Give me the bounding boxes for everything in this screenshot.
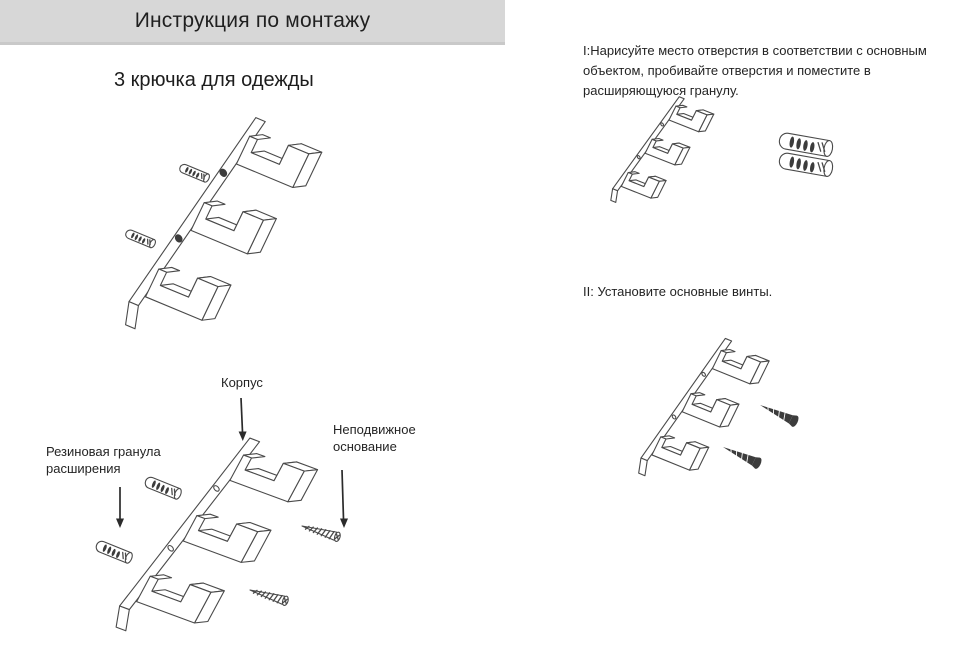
body-callout-arrow xyxy=(241,398,243,432)
expansion-plug xyxy=(144,476,183,500)
callout-fixed-base-label: Неподвижное основание xyxy=(333,422,416,454)
arrow-down-icon xyxy=(116,519,124,529)
arrow-down-icon xyxy=(340,519,348,529)
step-1-diagram xyxy=(600,88,850,208)
mounting-screw xyxy=(249,585,290,606)
arrow-down-icon xyxy=(239,432,247,442)
callout-body-label: Корпус xyxy=(221,375,263,390)
hook-rail-illustration xyxy=(611,97,714,203)
mounting-screw xyxy=(301,521,342,542)
base-callout-arrow xyxy=(342,470,344,519)
hook-rail-illustration xyxy=(126,118,322,329)
step-2-instruction: II: Установите основные винты. xyxy=(583,284,773,299)
step-1-instruction: I:Нарисуйте место отверстия в соответствии с основным объектом, пробивайте отверстия и поместите в расширяющуюся гранулу. xyxy=(583,43,927,98)
main-assembly-diagram xyxy=(105,100,345,340)
expansion-plug xyxy=(178,163,210,183)
product-subtitle: 3 крючка для одежды xyxy=(114,69,314,91)
callout-rubber-granule-label: Резиновая гранула расширения xyxy=(46,444,161,476)
hook-rail-illustration xyxy=(639,338,769,475)
expansion-plug xyxy=(124,229,156,249)
page-title: Инструкция по монтажу xyxy=(134,9,371,32)
exploded-parts-diagram xyxy=(40,370,420,642)
step-2-diagram xyxy=(620,325,855,490)
expansion-plug xyxy=(95,540,134,564)
mounting-screw xyxy=(720,442,763,470)
header-bar xyxy=(0,0,505,45)
mounting-screw xyxy=(757,400,800,428)
